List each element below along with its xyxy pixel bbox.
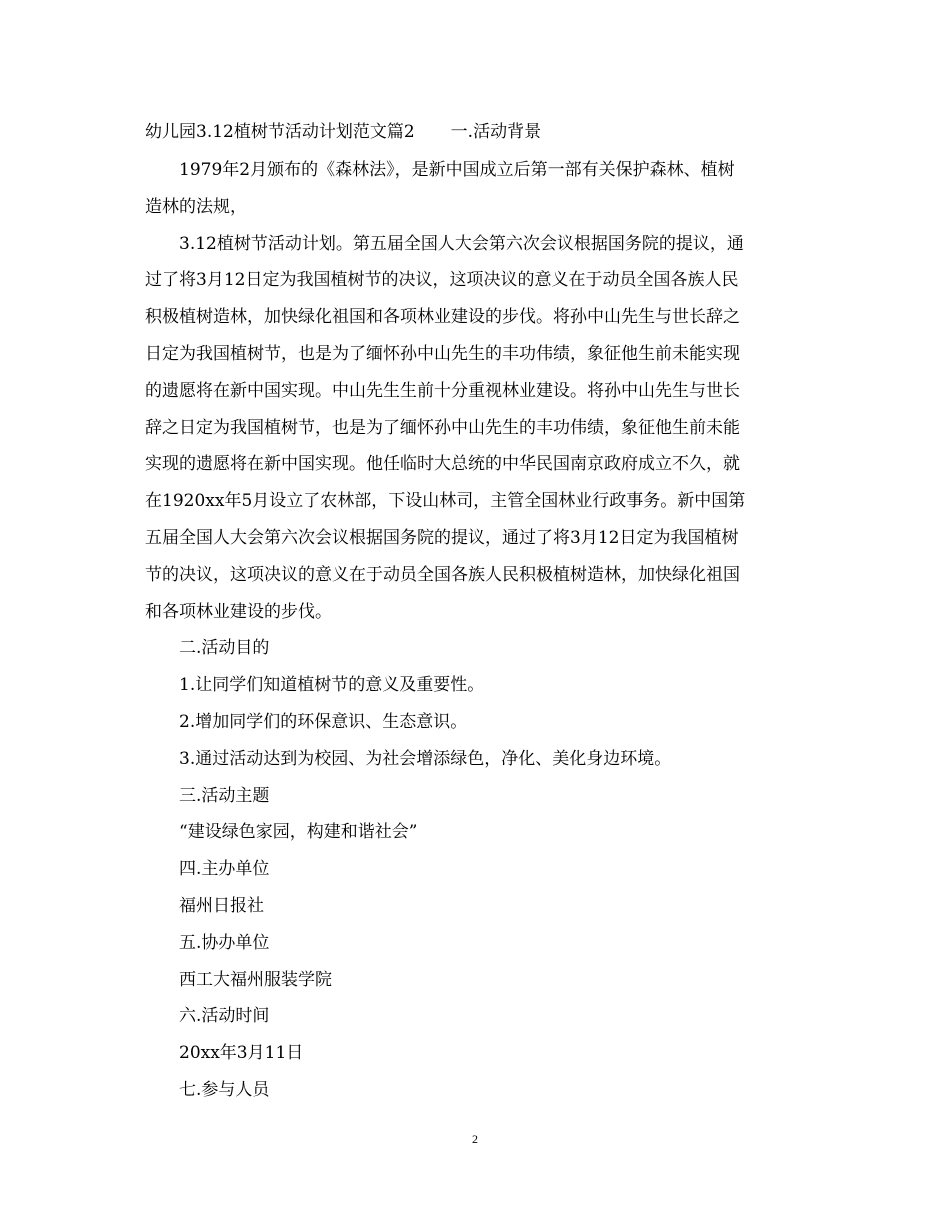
paragraph-line: 3.12植树节活动计划。第五届全国人大会第六次会议根据国务院的提议，通 [179,233,744,254]
paragraph-1 [145,152,805,226]
paragraph-line: 日定为我国植树节，也是为了缅怀孙中山先生的丰功伟绩，象征他生前未能实现 [145,343,740,364]
paragraph-line: 节的决议，这项决议的意义在于动员全国各族人民积极植树造林，加快绿化祖国 [145,564,740,585]
title-line [145,117,805,147]
paragraph-line: 辞之日定为我国植树节，也是为了缅怀孙中山先生的丰功伟绩，象征他生前未能 [145,417,740,438]
organizer-text: 福州日报社 [179,895,264,916]
paragraph-2 [145,226,805,631]
time-text: 20xx年3月11日 [179,1043,304,1064]
section-heading-background: 一.活动背景 [450,122,542,142]
theme-text: “建设绿色家园，构建和谐社会” [179,822,418,843]
document-title: 幼儿园3.12植树节活动计划范文篇2 [145,122,415,142]
section-heading-time: 六.活动时间 [179,1006,270,1027]
list-item: 2.增加同学们的环保意识、生态意识。 [179,711,468,732]
list-item: 3.通过活动达到为校园、为社会增添绿色，净化、美化身边环境。 [179,748,672,769]
paragraph-line: 在1920xx年5月设立了农林部，下设山林司，主管全国林业行政事务。新中国第 [145,491,746,512]
section-heading-purpose: 二.活动目的 [179,638,270,659]
paragraph-line: 造林的法规， [145,196,247,217]
section-heading-co-organizer: 五.协办单位 [179,932,270,953]
page-number: 2 [472,1132,478,1146]
section-list [145,630,805,1108]
co-organizer-text: 西工大福州服装学院 [179,969,332,990]
paragraph-line: 的遗愿将在新中国实现。中山先生生前十分重视林业建设。将孙中山先生与世长 [145,380,740,401]
section-heading-organizer: 四.主办单位 [179,859,270,880]
paragraph-line: 五届全国人大会第六次会议根据国务院的提议，通过了将3月12日定为我国植树 [145,527,739,548]
document-body [145,117,805,1109]
paragraph-line: 和各项林业建设的步伐。 [145,601,332,622]
paragraph-line: 实现的遗愿将在新中国实现。他任临时大总统的中华民国南京政府成立不久，就 [145,454,740,475]
paragraph-line: 1979年2月颁布的《森林法》，是新中国成立后第一部有关保护森林、植树 [179,160,735,180]
list-item: 1.让同学们知道植树节的意义及重要性。 [179,675,485,696]
section-heading-participants: 七.参与人员 [179,1079,270,1100]
section-heading-theme: 三.活动主题 [179,785,270,806]
paragraph-line: 过了将3月12日定为我国植树节的决议，这项决议的意义在于动员全国各族人民 [145,270,739,291]
paragraph-line: 积极植树造林，加快绿化祖国和各项林业建设的步伐。将孙中山先生与世长辞之 [145,307,740,328]
